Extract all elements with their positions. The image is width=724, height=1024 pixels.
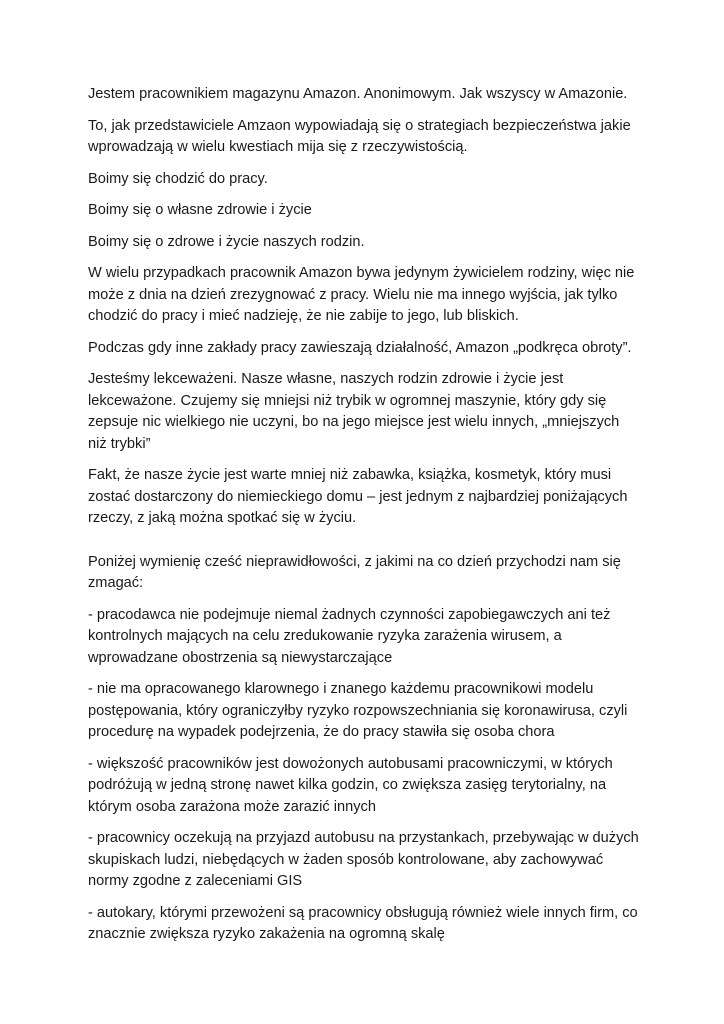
paragraph-disregarded: Jesteśmy lekceważeni. Nasze własne, naszych rodzin zdrowie i życie jest lekceważone. Czujemy się mniejsi niż trybik w ogromnej maszynie, który gdy się zepsuje nic wielkiego nie uczyni, bo na jego miejsce jest wielu innych, „mniejszych niż trybki” (88, 371, 620, 452)
paragraph-fear-work: Boimy się chodzić do pracy. (88, 170, 268, 187)
list-item: - większość pracowników jest dowożonych autobusami pracowniczymi, w których podróżują w jedną stronę nawet kilka godzin, co zwiększa zasięg terytorialny, na którym osoba zarażona może zarazić innych (88, 755, 613, 815)
paragraph-breadwinner: W wielu przypadkach pracownik Amazon bywa jedynym żywicielem rodziny, więc nie może z dnia na dzień zrezygnować z pracy. Wielu nie ma innego wyjścia, jak tylko chodzić do pracy i mieć nadzieję, że nie zabije to jego, lub bliskich. (88, 265, 635, 324)
list-item: - pracodawca nie podejmuje niemal żadnych czynności zapobiegawczych ani też kontrolnych mających na celu zredukowanie ryzyka zarażenia wirusem, a wprowadzane obostrzenia są niewystarczające (88, 606, 611, 666)
paragraph-other-plants: Podczas gdy inne zakłady pracy zawieszają działalność, Amazon „podkręca obroty”. (88, 339, 632, 356)
paragraph-fear-health: Boimy się o własne zdrowie i życie (88, 202, 312, 218)
paragraph-fact: Fakt, że nasze życie jest warte mniej niż zabawka, książka, kosmetyk, który musi zostać dostarczony do niemieckiego domu – jest jednym z najbardziej poniżających rzeczy, z jaką można spotkać się w życiu. (88, 467, 628, 526)
list-item: - pracownicy oczekują na przyjazd autobusu na przystankach, przebywając w dużych skupiskach ludzi, niebędących w żaden sposób kontrolowane, aby zachowywać normy zgodne z zaleceniami GIS (88, 830, 639, 889)
paragraph-list-intro: Poniżej wymienię cześć nieprawidłowości, z jakimi na co dzień przychodzi nam się zmagać: (88, 553, 621, 591)
list-item: - nie ma opracowanego klarownego i znanego każdemu pracownikowi modelu postępowania, który ograniczyłby ryzyko rozpowszechniania się koronawirusa, czyli procedurę na wypadek podejrzenia, że do pracy stawiła się osoba chora (88, 681, 628, 740)
paragraph-intro: Jestem pracownikiem magazynu Amazon. Anonimowym. Jak wszyscy w Amazonie. (88, 86, 628, 102)
list-item: - autokary, którymi przewożeni są pracownicy obsługują również wiele innych firm, co znacznie zwiększa ryzyko zakażenia na ogromną skalę (88, 904, 638, 942)
paragraph-representatives: To, jak przedstawiciele Amzaon wypowiadają się o strategiach bezpieczeństwa jakie wprowadzają w wielu kwestiach mija się z rzeczywistością. (88, 117, 631, 155)
paragraph-fear-families: Boimy się o zdrowe i życie naszych rodzin. (88, 233, 365, 250)
document-page (88, 84, 648, 956)
